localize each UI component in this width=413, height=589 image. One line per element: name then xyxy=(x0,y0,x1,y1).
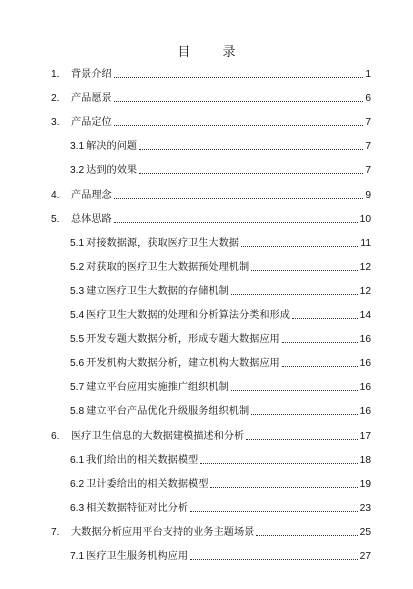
toc-entry-page: 16 xyxy=(359,334,371,346)
toc-entry-number: 5.7 xyxy=(70,382,85,394)
toc-entry-page: 19 xyxy=(359,478,371,490)
toc-entry-page: 17 xyxy=(359,430,371,442)
toc-entry[interactable] xyxy=(70,278,371,298)
toc-entry[interactable] xyxy=(51,109,371,129)
toc-entry-title: 开发专题大数据分析，形成专题大数据应用 xyxy=(86,334,280,346)
toc-entry-number: 5.3 xyxy=(70,285,85,297)
dot-leader xyxy=(292,318,358,319)
toc-entry[interactable] xyxy=(51,61,371,81)
toc-entry[interactable] xyxy=(51,519,371,539)
toc-entry[interactable] xyxy=(70,133,371,153)
toc-entry[interactable] xyxy=(70,374,371,394)
toc-entry-number: 6.3 xyxy=(70,502,85,514)
dot-leader xyxy=(139,173,363,174)
toc-entry[interactable] xyxy=(70,302,371,322)
toc-entry-title: 达到的效果 xyxy=(86,165,138,177)
dot-leader xyxy=(231,294,358,295)
toc-entry[interactable] xyxy=(51,85,371,105)
toc-entry[interactable] xyxy=(70,326,371,346)
toc-entry-title: 对获取的医疗卫生大数据预处理机制 xyxy=(86,261,250,273)
toc-entry-number: 5.5 xyxy=(70,334,85,346)
toc-entry-number: 3.1 xyxy=(70,141,85,153)
toc-entry-number: 6.1 xyxy=(70,454,85,466)
toc-entry-title: 解决的问题 xyxy=(86,141,138,153)
toc-entry-page: 16 xyxy=(359,358,371,370)
toc-entry-title: 大数据分析应用平台支持的业务主题场景 xyxy=(71,526,255,538)
toc-entry[interactable] xyxy=(51,423,371,443)
toc-entry-page: 23 xyxy=(359,502,371,514)
toc-entry-page: 25 xyxy=(359,526,371,538)
dot-leader xyxy=(114,198,364,199)
toc-entry-title: 建立医疗卫生大数据的存储机制 xyxy=(86,285,229,297)
toc-entry-title: 相关数据特征对比分析 xyxy=(86,502,189,514)
toc-entry[interactable] xyxy=(70,543,371,563)
toc-entry-page: 10 xyxy=(359,213,371,225)
toc-entry-page: 7 xyxy=(365,141,371,153)
toc-entry-number: 2. xyxy=(51,93,60,105)
toc-entry-page: 9 xyxy=(365,189,371,201)
toc-entry-page: 1 xyxy=(365,69,371,80)
toc-entry-title: 产品理念 xyxy=(71,189,112,201)
toc-heading: 目 录 xyxy=(177,45,250,60)
toc-entry-title: 对接数据源，获取医疗卫生大数据 xyxy=(86,237,239,249)
toc-entry[interactable] xyxy=(70,447,371,467)
toc-entry-title: 医疗卫生服务机构应用 xyxy=(86,551,189,562)
dot-leader xyxy=(114,222,358,223)
toc-entry-number: 6.2 xyxy=(70,478,85,490)
dot-leader xyxy=(114,125,364,126)
toc-entry-title: 建立平台应用实施推广组织机制 xyxy=(86,382,229,394)
dot-leader xyxy=(190,511,358,512)
toc-entry-title: 总体思路 xyxy=(71,213,112,225)
toc-entry-title: 背景介绍 xyxy=(71,69,112,80)
toc-entry-number: 5.1 xyxy=(70,237,85,249)
toc-entry-page: 16 xyxy=(359,382,371,394)
dot-leader xyxy=(114,77,364,78)
toc-entry-number: 5.6 xyxy=(70,358,85,370)
toc-entry[interactable] xyxy=(51,182,371,202)
toc-entry-page: 27 xyxy=(359,551,371,562)
toc-entry-number: 7.1 xyxy=(70,551,85,562)
dot-leader xyxy=(190,559,358,560)
dot-leader xyxy=(246,439,357,440)
dot-leader xyxy=(241,246,358,247)
toc-entry-title: 我们给出的相关数据模型 xyxy=(86,454,199,466)
toc-entry-title: 卫计委给出的相关数据模型 xyxy=(86,478,209,490)
toc-entry-page: 18 xyxy=(359,454,371,466)
toc-entry-page: 7 xyxy=(365,117,371,129)
toc-entry[interactable] xyxy=(51,206,371,226)
dot-leader xyxy=(139,149,363,150)
toc-entry-number: 5.8 xyxy=(70,406,85,418)
toc-entry[interactable] xyxy=(70,157,371,177)
toc-entry-page: 7 xyxy=(365,165,371,177)
dot-leader xyxy=(251,270,357,271)
toc-entry[interactable] xyxy=(70,495,371,515)
dot-leader xyxy=(114,101,364,102)
toc-entry-title: 医疗卫生大数据的处理和分析算法分类和形成 xyxy=(86,310,290,321)
toc-entry-page: 12 xyxy=(359,285,371,297)
dot-leader xyxy=(251,414,357,415)
toc-entry-page: 16 xyxy=(359,406,371,418)
toc-entry-number: 1. xyxy=(51,69,60,80)
toc-entry-title: 医疗卫生信息的大数据建模描述和分析 xyxy=(71,430,245,442)
toc-entry-title: 产品愿景 xyxy=(71,93,112,105)
toc-entry-number: 5.2 xyxy=(70,261,85,273)
toc-entry[interactable] xyxy=(70,398,371,418)
toc-entry-number: 5. xyxy=(51,213,60,225)
toc-entry[interactable] xyxy=(70,230,371,250)
toc-entry-title: 开发机构大数据分析，建立机构大数据应用 xyxy=(86,358,280,370)
dot-leader xyxy=(200,463,357,464)
dot-leader xyxy=(231,390,358,391)
toc-entry-title: 产品定位 xyxy=(71,117,112,129)
toc-entry-number: 3. xyxy=(51,117,60,129)
toc-entry-page: 14 xyxy=(359,310,371,321)
toc-entry-number: 7. xyxy=(51,526,60,538)
dot-leader xyxy=(282,342,358,343)
toc-entry[interactable] xyxy=(70,254,371,274)
toc-entry[interactable] xyxy=(70,471,371,491)
toc-entry-page: 11 xyxy=(360,237,371,249)
toc-entry[interactable] xyxy=(70,350,371,370)
toc-entry-title: 建立平台产品优化升级服务组织机制 xyxy=(86,406,250,418)
toc-entry-number: 5.4 xyxy=(70,310,85,321)
dot-leader xyxy=(256,535,357,536)
toc-entry-page: 12 xyxy=(359,261,371,273)
toc-entry-number: 4. xyxy=(51,189,60,201)
dot-leader xyxy=(282,366,358,367)
toc-entry-number: 6. xyxy=(51,430,60,442)
toc-entry-page: 6 xyxy=(365,93,371,105)
dot-leader xyxy=(210,487,357,488)
toc-entry-number: 3.2 xyxy=(70,165,85,177)
